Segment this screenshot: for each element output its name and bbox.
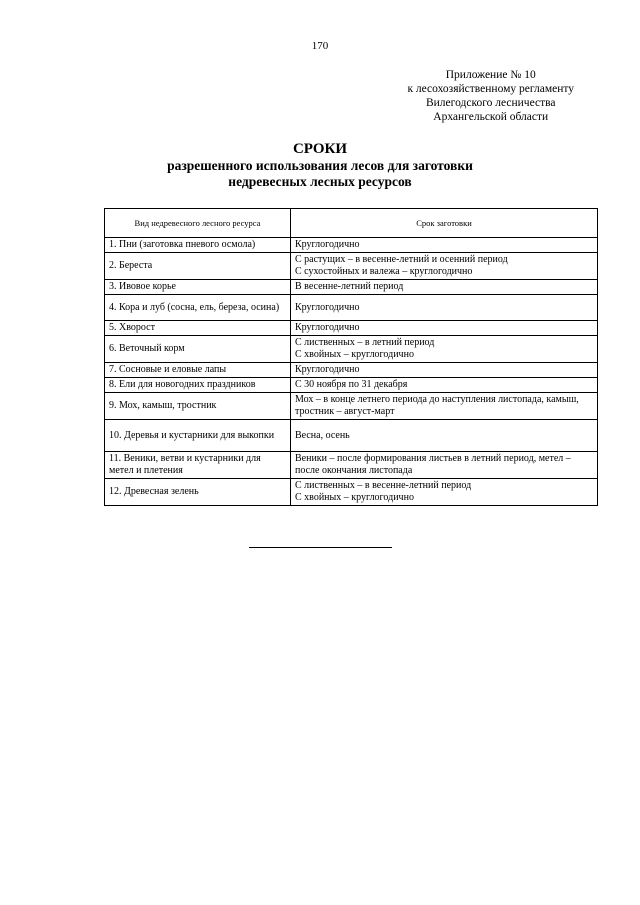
cell-term-line: С растущих – в весенне-летний и осенний период bbox=[295, 254, 508, 265]
cell-term-line: С хвойных – круглогодично bbox=[295, 492, 414, 503]
cell-resource: 10. Деревья и кустарники для выкопки bbox=[105, 420, 291, 452]
table-row bbox=[105, 280, 598, 295]
cell-resource: 11. Веники, ветви и кустарники для метел и плетения bbox=[105, 452, 291, 479]
cell-term-line: Круглогодично bbox=[295, 364, 360, 375]
cell-resource: 7. Сосновые и еловые лапы bbox=[105, 363, 291, 378]
cell-resource: 1. Пни (заготовка пневого осмола) bbox=[105, 238, 291, 253]
table-body bbox=[105, 238, 598, 506]
cell-resource: 8. Ели для новогодних праздников bbox=[105, 378, 291, 393]
appendix-line: Вилегодского лесничества bbox=[425, 97, 556, 109]
table-row bbox=[105, 295, 598, 321]
cell-term-line: Мох – в конце летнего периода до наступления листопада, камыш, тростник – август-март bbox=[295, 394, 579, 417]
cell-term bbox=[291, 295, 598, 321]
cell-resource: 2. Береста bbox=[105, 253, 291, 280]
cell-resource: 6. Веточный корм bbox=[105, 336, 291, 363]
table-row bbox=[105, 336, 598, 363]
cell-term bbox=[291, 336, 598, 363]
cell-term-line: С лиственных – в весенне-летний период bbox=[295, 480, 472, 491]
cell-term bbox=[291, 253, 598, 280]
harvest-terms-table bbox=[104, 208, 598, 506]
table-row bbox=[105, 420, 598, 452]
cell-term bbox=[291, 321, 598, 336]
cell-term bbox=[291, 378, 598, 393]
table-row bbox=[105, 393, 598, 420]
document-title bbox=[0, 140, 640, 190]
cell-term bbox=[291, 393, 598, 420]
cell-resource: 12. Древесная зелень bbox=[105, 479, 291, 506]
table-row bbox=[105, 452, 598, 479]
cell-term bbox=[291, 363, 598, 378]
page-number: 170 bbox=[311, 40, 329, 52]
title-main: СРОКИ bbox=[292, 141, 348, 157]
column-header-term: Срок заготовки bbox=[291, 209, 598, 238]
cell-resource: 3. Ивовое корье bbox=[105, 280, 291, 295]
table-row bbox=[105, 321, 598, 336]
appendix-line: Приложение № 10 bbox=[445, 69, 536, 81]
cell-resource: 5. Хворост bbox=[105, 321, 291, 336]
cell-term bbox=[291, 280, 598, 295]
cell-term-line: Весна, осень bbox=[295, 429, 350, 441]
title-subtitle-line: разрешенного использования лесов для заготовки bbox=[167, 158, 473, 173]
cell-term bbox=[291, 238, 598, 253]
table-row bbox=[105, 378, 598, 393]
table-row bbox=[105, 479, 598, 506]
cell-term bbox=[291, 420, 598, 452]
table-row bbox=[105, 363, 598, 378]
cell-resource: 4. Кора и луб (сосна, ель, береза, осина) bbox=[105, 295, 291, 321]
table-row bbox=[105, 238, 598, 253]
title-subtitle-line: недревесных лесных ресурсов bbox=[228, 174, 412, 189]
cell-term-line: С сухостойных и валежа – круглогодично bbox=[295, 266, 473, 277]
cell-term-line: Веники – после формирования листьев в летний период, метел – после окончания листопада bbox=[295, 453, 571, 476]
cell-term-line: В весенне-летний период bbox=[295, 281, 404, 292]
appendix-note bbox=[407, 68, 574, 124]
footnote-divider bbox=[249, 547, 392, 548]
table-header-row bbox=[105, 209, 598, 238]
cell-term-line: С 30 ноября по 31 декабря bbox=[295, 379, 408, 390]
appendix-line: Архангельской области bbox=[433, 111, 549, 123]
cell-term-line: С хвойных – круглогодично bbox=[295, 349, 414, 360]
cell-term-line: С лиственных – в летний период bbox=[295, 337, 435, 348]
table-row bbox=[105, 253, 598, 280]
cell-term-line: Круглогодично bbox=[295, 322, 360, 333]
cell-resource: 9. Мох, камыш, тростник bbox=[105, 393, 291, 420]
appendix-line: к лесохозяйственному регламенту bbox=[407, 83, 574, 95]
cell-term bbox=[291, 479, 598, 506]
cell-term-line: Круглогодично bbox=[295, 301, 360, 313]
cell-term bbox=[291, 452, 598, 479]
cell-term-line: Круглогодично bbox=[295, 239, 360, 250]
column-header-resource: Вид недревесного лесного ресурса bbox=[105, 209, 291, 238]
